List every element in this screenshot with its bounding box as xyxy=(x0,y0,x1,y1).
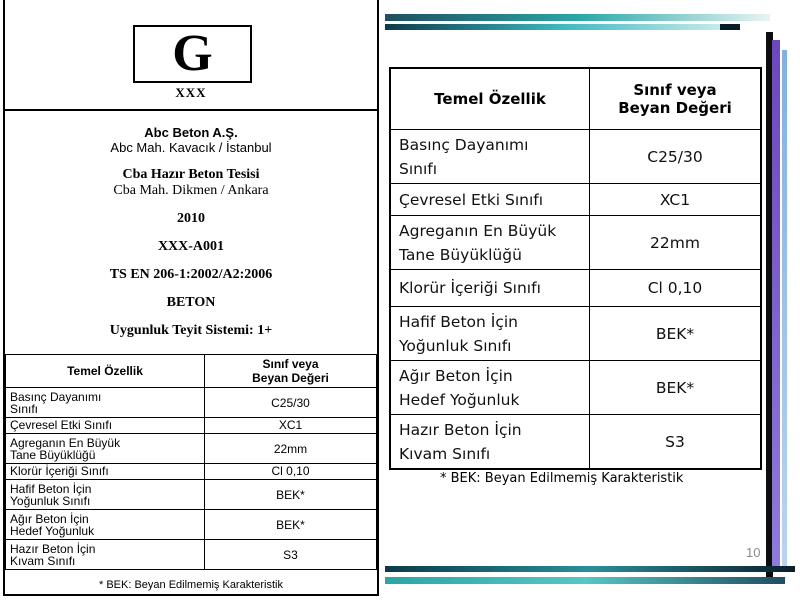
row-property: Klorür İçeriği Sınıfı xyxy=(390,270,590,307)
row-value: S3 xyxy=(205,540,377,570)
row-value: BEK* xyxy=(205,480,377,510)
row-property: Çevresel Etki Sınıfı xyxy=(390,184,590,216)
property-line1: Ağır Beton İçin xyxy=(10,511,89,526)
property-line2: Tane Büyüklüğü xyxy=(10,447,96,462)
table-row xyxy=(390,216,761,270)
label-header xyxy=(5,0,377,111)
label-info xyxy=(5,111,377,339)
row-value: S3 xyxy=(590,415,762,470)
property-line1: Agreganın En Büyük xyxy=(10,435,121,450)
certificate-number: XXX-A001 xyxy=(157,239,225,254)
row-value: 22mm xyxy=(590,216,762,270)
bottom-accent-bar-2 xyxy=(385,577,785,584)
header-value-line2: Beyan Değeri xyxy=(618,99,732,117)
row-property xyxy=(390,307,590,361)
row-value: BEK* xyxy=(590,307,762,361)
manufacturer-name: Abc Beton A.Ş. xyxy=(144,125,238,140)
row-value: BEK* xyxy=(205,510,377,540)
row-value: XC1 xyxy=(590,184,762,216)
property-line1: Basınç Dayanımı xyxy=(10,389,102,404)
row-value: XC1 xyxy=(205,418,377,434)
row-property: Çevresel Etki Sınıfı xyxy=(6,418,205,434)
row-property xyxy=(390,415,590,470)
standard-reference: TS EN 206-1:2002/A2:2006 xyxy=(109,267,273,282)
bottom-accent-bar xyxy=(385,566,795,572)
row-property xyxy=(6,540,205,570)
property-line1: Hafif Beton İçin xyxy=(10,481,92,496)
conformity-mark-logo: G xyxy=(133,25,252,83)
row-property xyxy=(6,388,205,418)
row-property: Klorür İçeriği Sınıfı xyxy=(6,464,205,480)
table-row xyxy=(6,418,377,434)
row-value: 22mm xyxy=(205,434,377,464)
row-property xyxy=(6,480,205,510)
product-label xyxy=(3,0,379,596)
header-value-line2: Beyan Değeri xyxy=(252,371,329,385)
header-property: Temel Özellik xyxy=(390,68,590,130)
top-accent-block xyxy=(720,24,740,30)
row-value: Cl 0,10 xyxy=(205,464,377,480)
plant-name: Cba Hazır Beton Tesisi xyxy=(122,167,260,182)
table-row xyxy=(390,415,761,470)
table-row xyxy=(6,434,377,464)
row-property xyxy=(6,510,205,540)
top-accent-bar xyxy=(385,14,770,21)
table-row xyxy=(6,480,377,510)
property-line1: Basınç Dayanımı xyxy=(399,135,529,154)
property-line2: Hedef Yoğunluk xyxy=(399,390,520,409)
conformity-system: Uygunluk Teyit Sistemi: 1+ xyxy=(109,323,273,338)
page-number: 10 xyxy=(746,545,761,560)
property-line1: Hazır Beton İçin xyxy=(10,541,96,556)
table-row xyxy=(6,510,377,540)
right-accent-bar-blue xyxy=(782,50,787,570)
notified-body-code: XXX xyxy=(175,85,207,100)
header-value-line1: Sınıf veya xyxy=(633,81,717,99)
manufacturer-address: Abc Mah. Kavacık / İstanbul xyxy=(110,140,272,155)
label-footnote: * BEK: Beyan Edilmemiş Karakteristik xyxy=(98,579,283,591)
property-line2: Sınıfı xyxy=(10,401,39,416)
table-row xyxy=(6,464,377,480)
row-property xyxy=(390,361,590,415)
table-header-row xyxy=(390,68,761,130)
property-line1: Ağır Beton İçin xyxy=(399,366,513,385)
property-line2: Tane Büyüklüğü xyxy=(399,245,522,264)
row-property xyxy=(390,130,590,184)
header-value xyxy=(205,355,377,388)
table-row xyxy=(390,130,761,184)
property-line2: Yoğunluk Sınıfı xyxy=(399,336,512,355)
row-property xyxy=(6,434,205,464)
row-value: C25/30 xyxy=(205,388,377,418)
properties-table-enlarged xyxy=(389,67,762,470)
property-line2: Kıvam Sınıfı xyxy=(10,553,76,568)
header-property: Temel Özellik xyxy=(6,355,205,388)
header-value-line1: Sınıf veya xyxy=(262,357,319,371)
label-year: 2010 xyxy=(177,211,205,226)
table-row xyxy=(390,361,761,415)
row-property xyxy=(390,216,590,270)
property-line2: Sınıfı xyxy=(399,159,438,178)
plant-address: Cba Mah. Dikmen / Ankara xyxy=(113,183,269,198)
header-value xyxy=(590,68,762,130)
top-accent-bar-2 xyxy=(385,24,740,30)
property-line2: Hedef Yoğunluk xyxy=(10,523,95,538)
table-footnote: * BEK: Beyan Edilmemiş Karakteristik xyxy=(440,471,684,486)
table-header-row xyxy=(6,355,377,388)
property-line2: Kıvam Sınıfı xyxy=(399,444,491,463)
row-value: Cl 0,10 xyxy=(590,270,762,307)
label-properties-table xyxy=(5,354,377,570)
right-accent-bar-purple xyxy=(772,40,780,570)
table-row xyxy=(390,307,761,361)
table-row xyxy=(6,388,377,418)
product-name: BETON xyxy=(166,295,216,310)
row-value: C25/30 xyxy=(590,130,762,184)
row-value: BEK* xyxy=(590,361,762,415)
table-row xyxy=(390,270,761,307)
property-line1: Hazır Beton İçin xyxy=(399,420,522,439)
table-row xyxy=(6,540,377,570)
property-line2: Yoğunluk Sınıfı xyxy=(10,493,91,508)
property-line1: Hafif Beton İçin xyxy=(399,312,519,331)
table-row xyxy=(390,184,761,216)
property-line1: Agreganın En Büyük xyxy=(399,221,557,240)
